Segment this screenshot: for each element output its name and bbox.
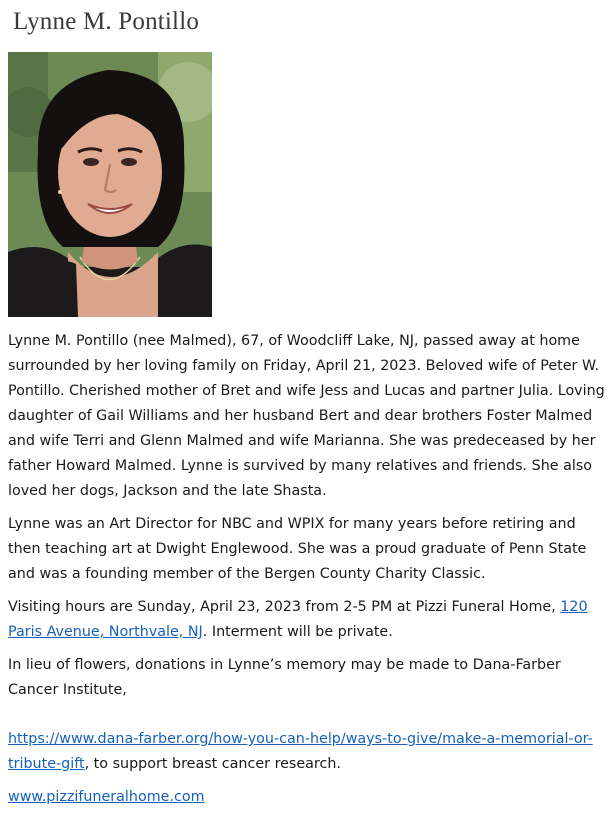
dana-farber-donation-link[interactable]: https://www.dana-farber.org/how-you-can-help/ways-to-give/make-a-memorial-or-tribute-gift: [8, 731, 593, 772]
page-title: Lynne M. Pontillo: [13, 8, 200, 35]
portrait-image: [8, 52, 212, 317]
paragraph-donations: In lieu of flowers, donations in Lynne’s memory may be made to Dana-Farber Cancer Institute,: [8, 657, 561, 698]
obituary-text: [8, 329, 608, 818]
paragraph-website: [8, 785, 608, 810]
visiting-hours-text: Visiting hours are Sunday, April 23, 2023 from 2-5 PM at Pizzi Funeral Home,: [8, 599, 561, 615]
funeral-home-address-link[interactable]: 120 Paris Avenue, Northvale, NJ: [8, 599, 588, 640]
paragraph-career: Lynne was an Art Director for NBC and WPIX for many years before retiring and then teaching art at Dwight Englewood. She was a proud graduate of Penn State and was a founding member of the Bergen County Charity Classic.: [8, 516, 587, 582]
paragraph-visiting-hours: [8, 595, 608, 645]
portrait-photo: [8, 52, 212, 317]
paragraph-donation-link: [8, 727, 608, 777]
paragraph-biography: Lynne M. Pontillo (nee Malmed), 67, of Woodcliff Lake, NJ, passed away at home surrounded by her loving family on Friday, April 21, 2023. Beloved wife of Peter W. Pontillo. Cherished mother of Bret and wife Jess and Lucas and partner Julia. Loving daughter of Gail Williams and her husband Bert and dear brothers Foster Malmed and wife Terri and Glenn Malmed and wife Marianna. She was predeceased by her father Howard Malmed. Lynne is survived by many relatives and friends. She also loved her dogs, Jackson and the late Shasta.: [8, 333, 605, 499]
funeral-home-website-link[interactable]: www.pizzifuneralhome.com: [8, 789, 205, 805]
donation-purpose-text: , to support breast cancer research.: [84, 756, 341, 772]
interment-text: . Interment will be private.: [202, 624, 393, 640]
